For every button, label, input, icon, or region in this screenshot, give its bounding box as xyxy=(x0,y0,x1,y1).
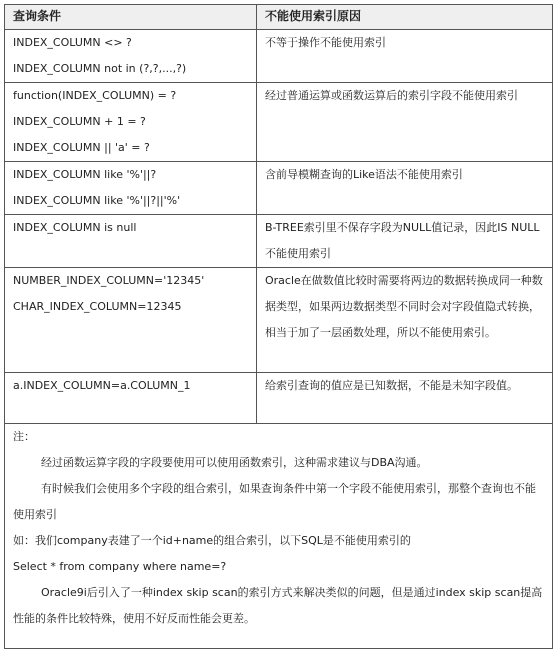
reason-text: Oracle在做数值比较时需要将两边的数据转换成同一种数据类型，如果两边数据类型不同时会对字段值隐式转换，相当于加了一层函数处理，所以不能使用索引。 xyxy=(265,274,543,339)
notes-row xyxy=(5,424,553,649)
reason-cell xyxy=(257,215,553,268)
condition-cell xyxy=(5,83,257,162)
condition-line: INDEX_COLUMN + 1 = ? xyxy=(13,115,146,128)
reason-text: 经过普通运算或函数运算后的索引字段不能使用索引 xyxy=(265,89,518,102)
note-sql-example: Select * from company where name=? xyxy=(13,560,227,573)
header-reason: 不能使用索引原因 xyxy=(257,5,553,30)
reason-text: B-TREE索引里不保存字段为NULL值记录，因此IS NULL不能使用索引 xyxy=(265,221,540,260)
table-header-row xyxy=(5,5,553,30)
table-row xyxy=(5,30,553,83)
condition-line: INDEX_COLUMN like '%'||? xyxy=(13,168,157,181)
reason-cell xyxy=(257,373,553,424)
reason-cell xyxy=(257,268,553,373)
condition-line: INDEX_COLUMN not in (?,?,...,?) xyxy=(13,62,187,75)
reason-text: 不等于操作不能使用索引 xyxy=(265,36,386,49)
reason-cell xyxy=(257,30,553,83)
note-paragraph: Oracle9i后引入了一种index skip scan的索引方式来解决类似的问题，但是通过index skip scan提高性能的条件比较特殊，使用不好反而性能会更差。 xyxy=(13,586,543,625)
condition-cell xyxy=(5,268,257,373)
table-row xyxy=(5,268,553,373)
condition-line: INDEX_COLUMN <> ? xyxy=(13,36,132,49)
note-paragraph: 如：我们company表建了一个id+name的组合索引，以下SQL是不能使用索引的 xyxy=(13,534,411,547)
table-row xyxy=(5,215,553,268)
condition-cell xyxy=(5,215,257,268)
condition-line: INDEX_COLUMN is null xyxy=(13,221,137,234)
condition-line: INDEX_COLUMN || 'a' = ? xyxy=(13,141,150,154)
table-row xyxy=(5,162,553,215)
table-row xyxy=(5,83,553,162)
condition-line: a.INDEX_COLUMN=a.COLUMN_1 xyxy=(13,379,191,392)
note-paragraph: 有时候我们会使用多个字段的组合索引，如果查询条件中第一个字段不能使用索引，那整个查询也不能使用索引 xyxy=(13,482,536,521)
condition-line: function(INDEX_COLUMN) = ? xyxy=(13,89,177,102)
condition-cell xyxy=(5,373,257,424)
condition-line: CHAR_INDEX_COLUMN=12345 xyxy=(13,300,182,313)
header-condition: 查询条件 xyxy=(5,5,257,30)
note-paragraph: 经过函数运算字段的字段要使用可以使用函数索引，这种需求建议与DBA沟通。 xyxy=(41,456,428,469)
reason-text: 给索引查询的值应是已知数据，不能是未知字段值。 xyxy=(265,379,518,392)
condition-cell xyxy=(5,30,257,83)
condition-line: NUMBER_INDEX_COLUMN='12345' xyxy=(13,274,205,287)
reason-text: 含前导模糊查询的Like语法不能使用索引 xyxy=(265,168,463,181)
notes-label: 注： xyxy=(13,430,35,443)
table-row xyxy=(5,373,553,424)
condition-cell xyxy=(5,162,257,215)
notes-cell xyxy=(5,424,553,649)
condition-line: INDEX_COLUMN like '%'||?||'%' xyxy=(13,194,181,207)
reason-cell xyxy=(257,162,553,215)
reason-cell xyxy=(257,83,553,162)
index-rules-table xyxy=(4,4,553,649)
